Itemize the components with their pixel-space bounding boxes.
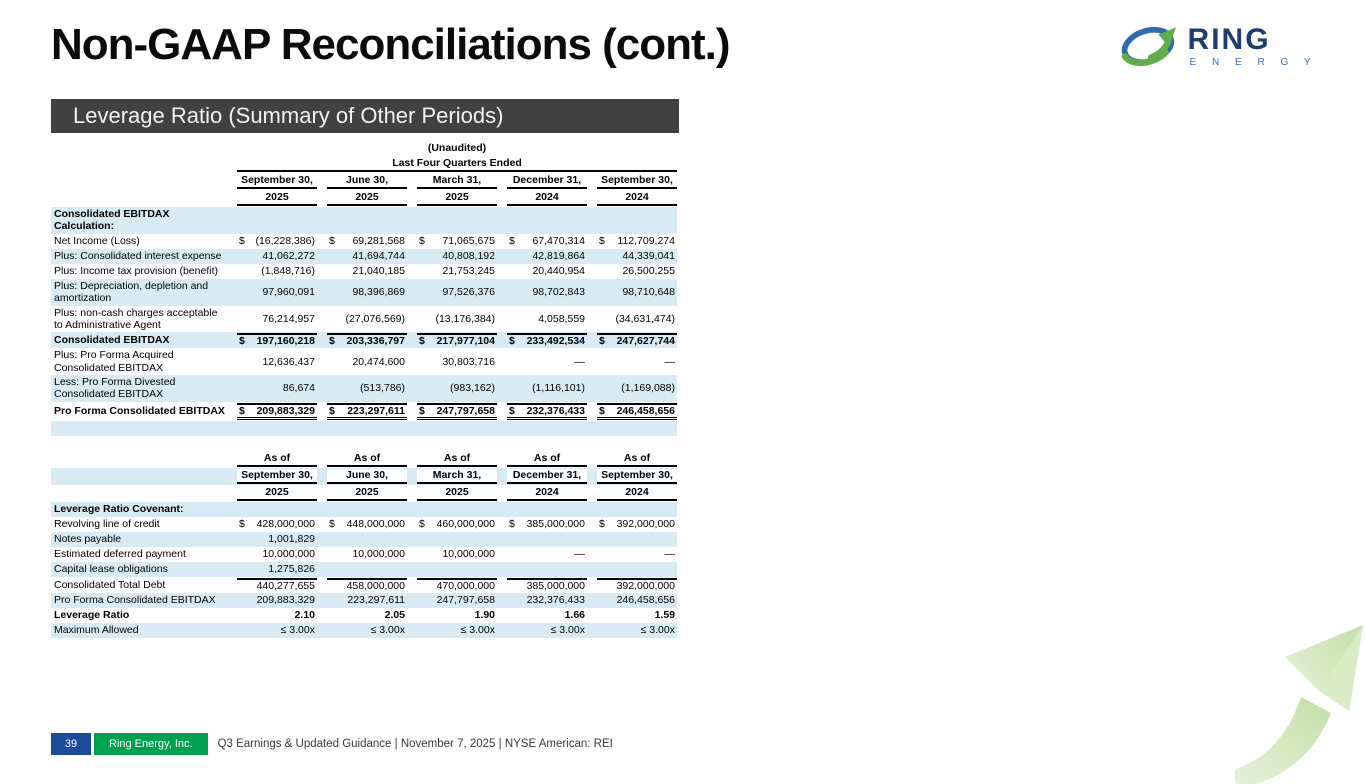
value-cell <box>597 548 677 561</box>
value-cell <box>417 208 497 233</box>
column-header-cell: September 30, <box>597 174 677 189</box>
value-text: 458,000,000 <box>346 579 405 592</box>
value-cell <box>597 533 677 546</box>
value-text: ≤ 3.00x <box>460 624 495 637</box>
table-row <box>51 436 677 451</box>
dollar-sign: $ <box>329 518 335 531</box>
page-title: Non-GAAP Reconciliations (cont.) <box>51 20 730 69</box>
column-header-cell: June 30, <box>327 469 407 484</box>
column-header-cell: September 30, <box>237 469 317 484</box>
row-label: Net Income (Loss) <box>54 235 140 248</box>
value-cell <box>327 333 407 347</box>
value-cell <box>597 503 677 516</box>
row-label: Plus: Consolidated interest expense <box>54 250 222 263</box>
value-cell <box>237 548 317 561</box>
table-row <box>51 623 677 638</box>
value-text: 392,000,000 <box>616 579 675 592</box>
value-text: 448,000,000 <box>346 518 405 531</box>
row-label: Plus: Income tax provision (benefit) <box>54 265 218 278</box>
dollar-sign: $ <box>599 404 605 417</box>
column-header-cell: As of <box>597 452 677 467</box>
value-cell <box>417 533 497 546</box>
column-header-cell: March 31, <box>417 469 497 484</box>
ring-energy-logo <box>1119 22 1317 70</box>
value-text: 1.66 <box>564 609 585 622</box>
value-cell <box>507 609 587 622</box>
dollar-sign: $ <box>599 518 605 531</box>
table-row <box>51 249 677 264</box>
value-cell <box>507 594 587 607</box>
value-text: 440,277,655 <box>256 579 315 592</box>
value-cell <box>327 624 407 637</box>
value-text: (1,116,101) <box>532 382 585 395</box>
value-text: 203,336,797 <box>346 335 405 348</box>
value-text: ≤ 3.00x <box>280 624 315 637</box>
dollar-sign: $ <box>419 235 425 248</box>
value-cell <box>237 518 317 531</box>
value-cell <box>507 624 587 637</box>
value-cell <box>417 333 497 347</box>
value-text: 232,376,433 <box>526 594 585 607</box>
value-cell <box>417 349 497 374</box>
value-cell <box>597 265 677 278</box>
table-row <box>51 141 677 156</box>
value-text: 246,458,656 <box>616 404 675 417</box>
value-text: (34,631,474) <box>615 312 675 325</box>
value-cell <box>597 349 677 374</box>
value-cell <box>507 265 587 278</box>
value-cell <box>417 624 497 637</box>
column-header-cell: 2024 <box>507 486 587 501</box>
value-text: 247,797,658 <box>436 594 495 607</box>
value-text: ≤ 3.00x <box>550 624 585 637</box>
column-header-cell: December 31, <box>507 469 587 484</box>
dollar-sign: $ <box>239 335 245 348</box>
value-text: 40,808,192 <box>442 250 495 263</box>
value-cell <box>597 594 677 607</box>
value-text: 428,000,000 <box>256 518 315 531</box>
value-cell <box>507 503 587 516</box>
value-text: 1,275,826 <box>268 563 315 576</box>
row-label: Revolving line of credit <box>54 518 160 531</box>
row-label: Plus: Depreciation, depletion and amortization <box>54 279 209 305</box>
value-text: 470,000,000 <box>436 579 495 592</box>
dollar-sign: $ <box>239 518 245 531</box>
value-cell <box>237 235 317 248</box>
value-cell <box>237 208 317 233</box>
value-cell <box>597 609 677 622</box>
dollar-sign: $ <box>599 335 605 348</box>
value-text: (27,076,569) <box>345 312 405 325</box>
value-cell <box>417 376 497 401</box>
value-text: 247,797,658 <box>436 404 495 417</box>
section-banner: Leverage Ratio (Summary of Other Periods) <box>51 99 679 133</box>
column-header-cell: September 30, <box>237 174 317 189</box>
value-cell <box>597 624 677 637</box>
dollar-sign: $ <box>329 404 335 417</box>
column-header-cell: September 30, <box>597 469 677 484</box>
table-row <box>51 562 677 577</box>
logo-subtext: E N E R G Y <box>1189 56 1317 68</box>
row-label: Consolidated EBITDAX Calculation: <box>54 208 170 233</box>
value-cell <box>237 403 317 420</box>
dollar-sign: $ <box>599 235 605 248</box>
value-cell <box>597 333 677 347</box>
value-cell <box>507 563 587 576</box>
column-header-cell: As of <box>327 452 407 467</box>
table-row <box>51 332 677 348</box>
value-cell <box>327 518 407 531</box>
column-header-cell: December 31, <box>507 174 587 189</box>
value-cell <box>507 518 587 531</box>
column-header-cell: 2024 <box>507 191 587 206</box>
row-label: Consolidated Total Debt <box>54 578 166 591</box>
value-text: 41,062,272 <box>262 250 315 263</box>
value-text: 98,710,648 <box>622 286 675 299</box>
value-cell <box>507 235 587 248</box>
value-cell <box>507 548 587 561</box>
column-header-cell: As of <box>417 452 497 467</box>
value-text: 223,297,611 <box>347 594 405 607</box>
table-row <box>51 306 677 333</box>
column-header-cell: 2025 <box>327 486 407 501</box>
value-text: — <box>664 355 675 368</box>
row-label: Maximum Allowed <box>54 624 139 637</box>
footer <box>51 733 613 755</box>
table-span-header: Last Four Quarters Ended <box>237 157 677 172</box>
logo-wordmark: RING <box>1187 22 1271 56</box>
table-row <box>51 502 677 517</box>
table-row <box>51 264 677 279</box>
dollar-sign: $ <box>329 235 335 248</box>
row-label: Consolidated EBITDAX <box>54 334 170 347</box>
row-label: Pro Forma Consolidated EBITDAX <box>54 594 216 607</box>
value-cell <box>237 307 317 332</box>
value-text: 112,709,274 <box>617 235 675 248</box>
value-cell <box>327 578 407 592</box>
value-cell <box>327 548 407 561</box>
value-text: 232,376,433 <box>526 404 585 417</box>
value-text: (1,848,716) <box>261 265 315 278</box>
value-text: 20,474,600 <box>352 355 405 368</box>
value-text: (983,162) <box>450 382 495 395</box>
row-label: Plus: Pro Forma Acquired Consolidated EBITDAX <box>54 349 174 374</box>
value-text: 86,674 <box>282 382 315 395</box>
value-cell <box>597 250 677 263</box>
value-text: 42,819,864 <box>532 250 585 263</box>
value-text: 30,803,716 <box>442 355 495 368</box>
value-cell <box>417 578 497 592</box>
table-row <box>51 207 677 234</box>
value-cell <box>327 235 407 248</box>
value-text: 217,977,104 <box>436 335 495 348</box>
value-cell <box>507 307 587 332</box>
value-text: 392,000,000 <box>616 518 675 531</box>
dollar-sign: $ <box>239 404 245 417</box>
page-number: 39 <box>51 733 91 755</box>
value-cell <box>507 280 587 305</box>
value-cell <box>327 250 407 263</box>
value-cell <box>597 208 677 233</box>
value-cell <box>237 265 317 278</box>
column-header-cell: 2025 <box>327 191 407 206</box>
value-cell <box>417 265 497 278</box>
value-text: (1,169,088) <box>621 382 675 395</box>
value-text: 247,627,744 <box>616 335 675 348</box>
value-cell <box>237 250 317 263</box>
value-cell <box>237 349 317 374</box>
value-text: (513,786) <box>360 382 405 395</box>
logo-text <box>1187 22 1317 68</box>
value-text: 197,160,218 <box>256 335 315 348</box>
dollar-sign: $ <box>419 404 425 417</box>
value-cell <box>327 594 407 607</box>
value-text: 223,297,611 <box>347 404 405 417</box>
value-cell <box>327 280 407 305</box>
value-cell <box>237 594 317 607</box>
dollar-sign: $ <box>419 335 425 348</box>
value-cell <box>237 503 317 516</box>
value-cell <box>327 563 407 576</box>
table-row <box>51 468 677 485</box>
value-text: 44,339,041 <box>622 250 675 263</box>
table-span-header: (Unaudited) <box>427 142 487 154</box>
value-cell <box>237 333 317 347</box>
table-row <box>51 608 677 623</box>
dollar-sign: $ <box>509 518 515 531</box>
value-text: 1.59 <box>654 609 675 622</box>
value-text: — <box>664 548 675 561</box>
value-text: 41,694,744 <box>352 250 405 263</box>
table-row <box>51 348 677 375</box>
value-text: 21,753,245 <box>442 265 495 278</box>
value-text: 1.90 <box>474 609 495 622</box>
column-header-cell: June 30, <box>327 174 407 189</box>
value-text: 69,281,568 <box>352 235 405 248</box>
table-row <box>51 156 677 173</box>
row-label: Estimated deferred payment <box>54 548 186 561</box>
value-cell <box>417 563 497 576</box>
column-header-cell: 2024 <box>597 191 677 206</box>
column-header-cell: 2024 <box>597 486 677 501</box>
value-cell <box>507 208 587 233</box>
dollar-sign: $ <box>329 335 335 348</box>
value-cell <box>597 376 677 401</box>
value-text: 98,702,843 <box>532 286 585 299</box>
company-badge: Ring Energy, Inc. <box>94 733 208 755</box>
table-row <box>51 485 677 502</box>
growth-arrow-graphic <box>1235 619 1365 784</box>
value-cell <box>327 349 407 374</box>
value-cell <box>417 280 497 305</box>
value-cell <box>237 624 317 637</box>
value-cell <box>597 280 677 305</box>
value-text: 97,526,376 <box>442 286 495 299</box>
value-cell <box>327 609 407 622</box>
value-cell <box>597 563 677 576</box>
dollar-sign: $ <box>239 235 245 248</box>
row-label: Plus: non-cash charges acceptable to Administrative Agent <box>54 306 218 331</box>
table-row <box>51 234 677 249</box>
value-text: — <box>574 355 585 368</box>
value-text: 209,883,329 <box>256 404 315 417</box>
value-cell <box>507 333 587 347</box>
value-cell <box>417 609 497 622</box>
dollar-sign: $ <box>419 518 425 531</box>
value-cell <box>237 578 317 592</box>
table-row <box>51 547 677 562</box>
row-label: Leverage Ratio Covenant: <box>54 503 184 516</box>
dollar-sign: $ <box>509 335 515 348</box>
value-cell <box>597 235 677 248</box>
value-cell <box>237 563 317 576</box>
table-row <box>51 517 677 532</box>
value-cell <box>237 533 317 546</box>
table-row <box>51 173 677 190</box>
value-cell <box>237 280 317 305</box>
value-cell <box>507 533 587 546</box>
column-header-cell: 2025 <box>417 191 497 206</box>
value-cell <box>417 235 497 248</box>
value-text: 10,000,000 <box>262 548 315 561</box>
column-header-cell: 2025 <box>417 486 497 501</box>
value-text: (13,176,384) <box>435 312 495 325</box>
value-cell <box>327 533 407 546</box>
footer-text: Q3 Earnings & Updated Guidance | November 7, 2025 | NYSE American: REI <box>217 738 613 750</box>
value-cell <box>327 403 407 420</box>
value-cell <box>597 307 677 332</box>
table-row <box>51 451 677 468</box>
value-text: 76,214,957 <box>262 312 315 325</box>
value-text: 26,500,255 <box>622 265 675 278</box>
ring-swoosh-icon <box>1119 22 1181 70</box>
value-text: 1,001,829 <box>268 533 315 546</box>
table-row <box>51 190 677 207</box>
value-cell <box>507 250 587 263</box>
table-row <box>51 402 677 421</box>
value-text: — <box>574 548 585 561</box>
value-cell <box>507 403 587 420</box>
value-cell <box>327 376 407 401</box>
value-text: 4,058,559 <box>538 312 585 325</box>
value-text: 12,636,437 <box>262 355 315 368</box>
value-text: 21,040,185 <box>352 265 405 278</box>
value-text: 2.05 <box>384 609 405 622</box>
column-header-cell: As of <box>237 452 317 467</box>
value-text: 67,470,314 <box>532 235 585 248</box>
value-text: 385,000,000 <box>526 518 585 531</box>
value-text: 10,000,000 <box>352 548 405 561</box>
value-text: 97,960,091 <box>262 286 315 299</box>
value-cell <box>417 518 497 531</box>
row-label: Pro Forma Consolidated EBITDAX <box>54 405 225 418</box>
row-label: Capital lease obligations <box>54 563 168 576</box>
table-row <box>51 593 677 608</box>
value-cell <box>507 578 587 592</box>
value-text: 385,000,000 <box>526 579 585 592</box>
table-row <box>51 532 677 547</box>
value-text: ≤ 3.00x <box>640 624 675 637</box>
value-cell <box>417 594 497 607</box>
value-text: 246,458,656 <box>616 594 675 607</box>
leverage-ratio-table <box>51 141 677 638</box>
value-text: 20,440,954 <box>532 265 585 278</box>
value-cell <box>597 578 677 592</box>
column-header-cell: 2025 <box>237 486 317 501</box>
table-row <box>51 421 677 436</box>
column-header-cell: March 31, <box>417 174 497 189</box>
dollar-sign: $ <box>509 404 515 417</box>
column-header-cell: As of <box>507 452 587 467</box>
value-text: 233,492,534 <box>526 335 585 348</box>
value-text: 2.10 <box>294 609 315 622</box>
value-cell <box>417 403 497 420</box>
dollar-sign: $ <box>509 235 515 248</box>
value-text: 10,000,000 <box>442 548 495 561</box>
value-cell <box>327 208 407 233</box>
value-text: ≤ 3.00x <box>370 624 405 637</box>
value-cell <box>597 518 677 531</box>
column-header-cell: 2025 <box>237 191 317 206</box>
row-label: Less: Pro Forma Divested Consolidated EBITDAX <box>54 376 176 401</box>
value-text: (16,228,386) <box>255 235 315 248</box>
value-cell <box>507 376 587 401</box>
value-text: 209,883,329 <box>256 594 315 607</box>
value-cell <box>417 548 497 561</box>
value-cell <box>327 307 407 332</box>
value-cell <box>507 349 587 374</box>
value-cell <box>237 376 317 401</box>
value-text: 98,396,869 <box>352 286 405 299</box>
value-cell <box>417 307 497 332</box>
table-row <box>51 577 677 593</box>
table-row <box>51 375 677 402</box>
row-label: Notes payable <box>54 533 122 546</box>
value-cell <box>417 250 497 263</box>
value-cell <box>417 503 497 516</box>
value-cell <box>327 503 407 516</box>
value-text: 460,000,000 <box>436 518 495 531</box>
row-label: Leverage Ratio <box>54 609 130 622</box>
table-row <box>51 279 677 306</box>
value-cell <box>237 609 317 622</box>
value-text: 71,065,675 <box>442 235 495 248</box>
value-cell <box>327 265 407 278</box>
value-cell <box>597 403 677 420</box>
